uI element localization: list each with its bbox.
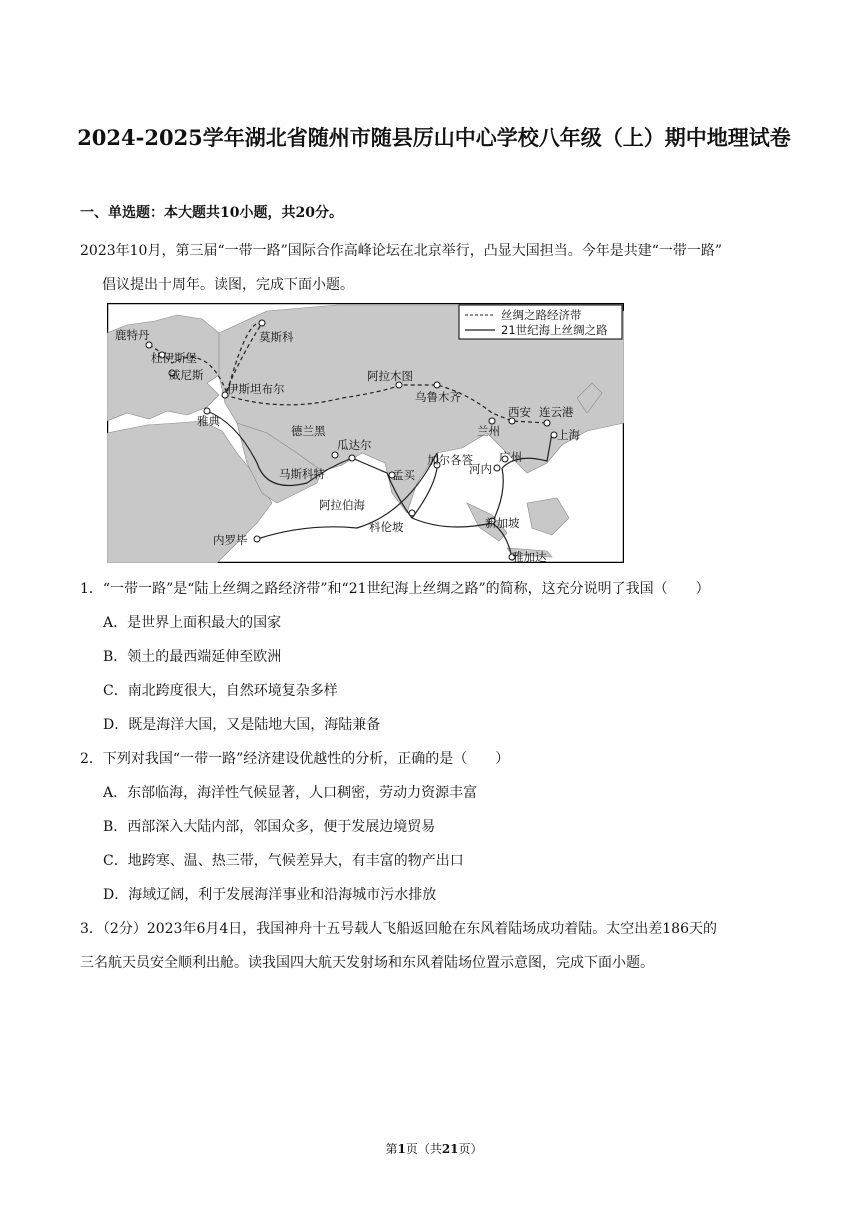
- label-moscow: 莫斯科: [259, 330, 294, 344]
- question-3-line-1: 3．（2分）2023年6月4日，我国神舟十五号载人飞船返回舱在东风着陆场成功着陆。太空出差186天的: [80, 921, 717, 937]
- question-2-option-b[interactable]: B．西部深入大陆内部，邻国众多，便于发展边境贸易: [103, 819, 436, 835]
- question-1-option-a[interactable]: A．是世界上面积最大的国家: [103, 615, 282, 631]
- label-kolkata: 加尔各答: [427, 453, 473, 467]
- intro-line-2: 倡议提出十周年。读图，完成下面小题。: [102, 277, 354, 293]
- footer-mid: 页（共: [405, 1142, 442, 1156]
- label-mumbai: 孟买: [392, 468, 415, 482]
- label-guangzhou: 广州: [499, 450, 522, 464]
- label-venice: 威尼斯: [169, 368, 204, 382]
- marker-rotterdam: [146, 342, 152, 348]
- label-tehran: 德兰黑: [291, 424, 326, 438]
- label-xian: 西安: [508, 405, 531, 419]
- label-lianyungang: 连云港: [539, 405, 574, 419]
- question-2-option-c[interactable]: C．地跨寒、温、热三带，气候差异大，有丰富的物产出口: [103, 853, 464, 869]
- marker-gwadar: [349, 455, 355, 461]
- marker-urumqi: [434, 382, 440, 388]
- question-1-option-b[interactable]: B．领土的最西端延伸至欧洲: [103, 649, 282, 665]
- label-lanzhou: 兰州: [477, 424, 500, 438]
- label-jakarta: 雅加达: [512, 550, 547, 563]
- label-singapore: 新加坡: [485, 516, 520, 530]
- question-intro: [80, 234, 795, 302]
- label-gwadar: 瓜达尔: [337, 438, 372, 452]
- question-3-line-2: 三名航天员安全顺利出舱。读我国四大航天发射场和东风着陆场位置示意图，完成下面小题。: [80, 955, 654, 971]
- label-almaty: 阿拉木图: [367, 369, 413, 383]
- label-colombo: 科伦坡: [369, 520, 404, 534]
- intro-line-1: 2023年10月，第三届“一带一路”国际合作高峰论坛在北京举行，凸显大国担当。今年是共建“一带一路”: [80, 243, 723, 259]
- label-arabian-sea: 阿拉伯海: [319, 498, 365, 512]
- label-hanoi: 河内: [469, 462, 492, 476]
- legend-silk-road-belt: 丝绸之路经济带: [501, 308, 582, 322]
- marker-colombo: [409, 510, 415, 516]
- footer-total-pages: 21: [441, 1142, 459, 1156]
- question-3-text: [80, 912, 800, 980]
- footer-page-number: 1: [397, 1142, 406, 1156]
- marker-moscow: [259, 320, 265, 326]
- page-footer: [0, 1140, 868, 1157]
- label-duisburg: 杜伊斯堡: [151, 351, 197, 365]
- footer-prefix: 第: [385, 1142, 398, 1156]
- label-muscat: 马斯科特: [279, 467, 325, 481]
- legend-maritime-silk-road: 21世纪海上丝绸之路: [501, 323, 608, 337]
- marker-hanoi: [494, 465, 500, 471]
- footer-suffix: 页）: [458, 1142, 483, 1156]
- label-nairobi: 内罗毕: [213, 533, 248, 547]
- page-title: 2024-2025学年湖北省随州市随县厉山中心学校八年级（上）期中地理试卷: [77, 125, 791, 150]
- marker-lianyungang: [544, 420, 550, 426]
- marker-nairobi: [254, 536, 260, 542]
- label-athens: 雅典: [197, 414, 220, 428]
- question-2-stem: 2．下列对我国“一带一路”经济建设优越性的分析，正确的是（ ）: [80, 751, 510, 767]
- label-shanghai: 上海: [557, 428, 580, 442]
- belt-and-road-map: [107, 303, 624, 563]
- question-1-stem: 1．“一带一路”是“陆上丝绸之路经济带”和“21世纪海上丝绸之路”的简称，这充分说明了我国（ ）: [80, 581, 710, 597]
- label-urumqi: 乌鲁木齐: [415, 390, 461, 404]
- label-rotterdam: 鹿特丹: [115, 328, 150, 342]
- question-1-option-d[interactable]: D．既是海洋大国，又是陆地大国，海陆兼备: [103, 717, 381, 733]
- question-2-option-d[interactable]: D．海域辽阔，利于发展海洋事业和沿海城市污水排放: [103, 887, 437, 903]
- marker-muscat: [332, 452, 338, 458]
- question-1-option-c[interactable]: C．南北跨度很大，自然环境复杂多样: [103, 683, 338, 699]
- question-2-option-a[interactable]: A．东部临海，海洋性气候显著，人口稠密，劳动力资源丰富: [103, 785, 478, 801]
- section-heading: 一、单选题：本大题共10小题，共20分。: [80, 205, 343, 221]
- label-istanbul: 伊斯坦布尔: [227, 382, 285, 396]
